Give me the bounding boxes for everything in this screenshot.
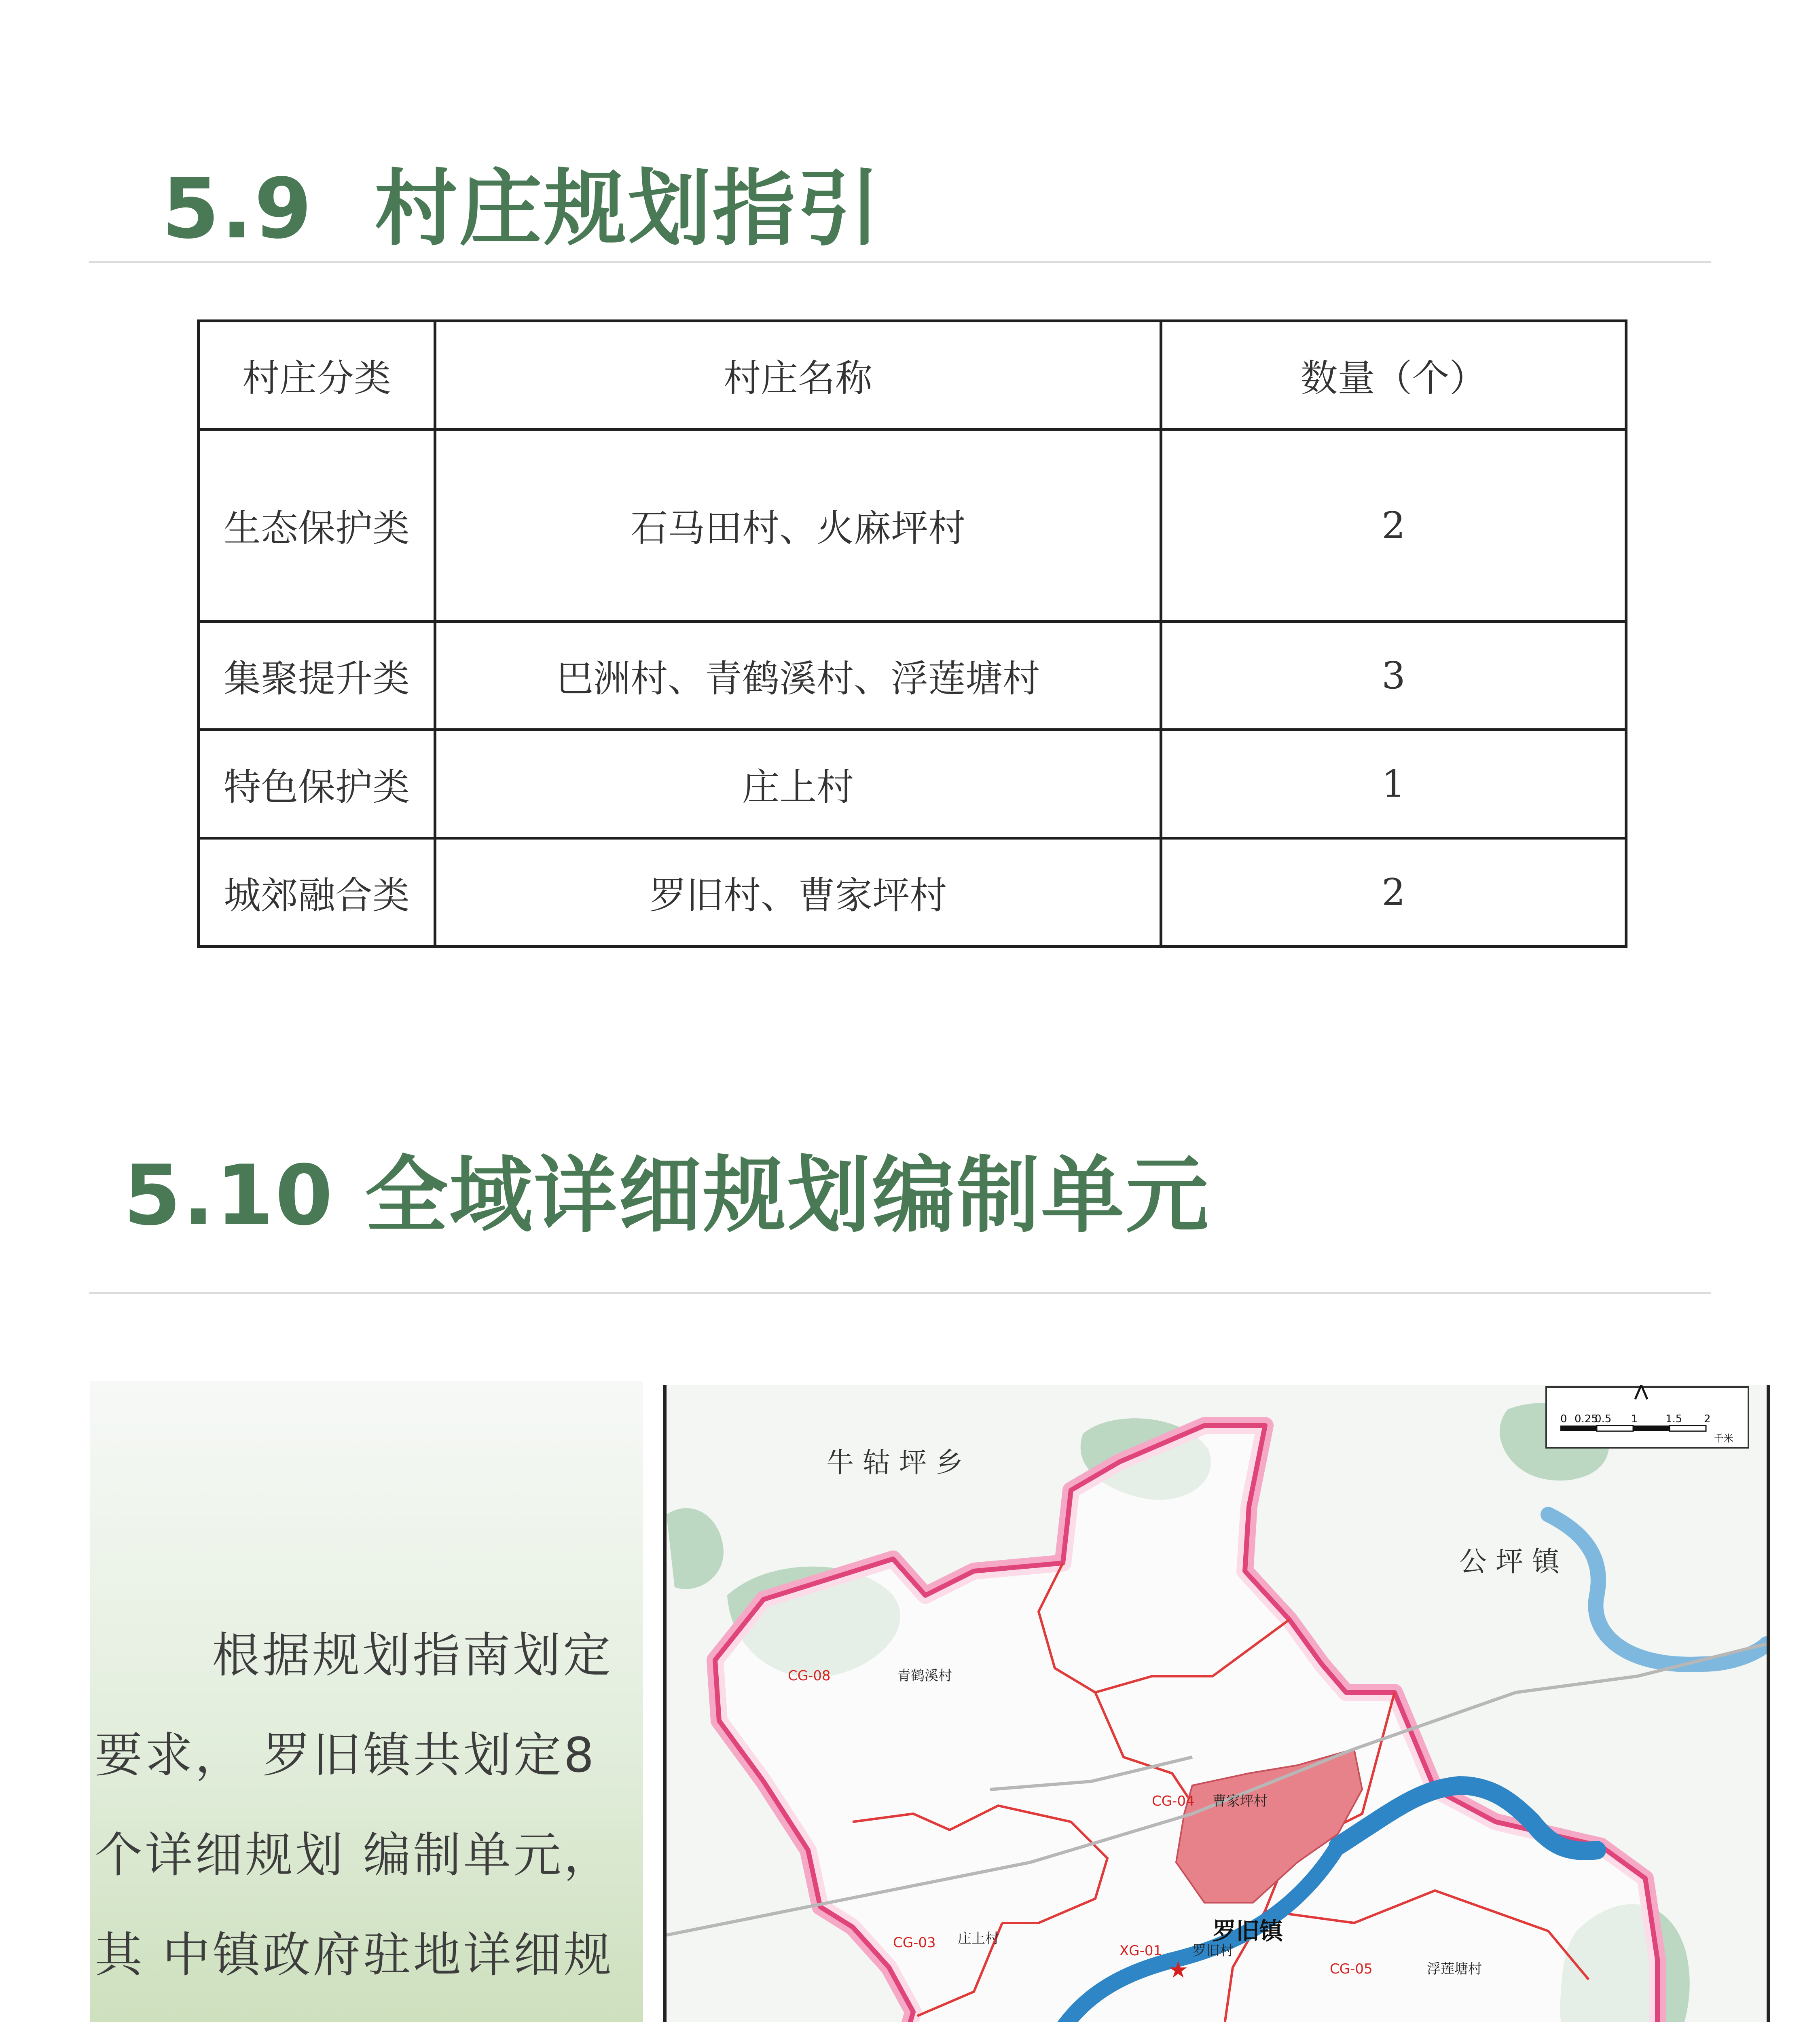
section-title-5-9 bbox=[162, 161, 882, 257]
unit-village: 庄上村 bbox=[958, 1931, 999, 1947]
planning-unit-map bbox=[663, 1385, 1770, 2022]
section-heading: 村庄规划指引 bbox=[374, 161, 882, 257]
table-header-row bbox=[199, 321, 1626, 429]
section-number: 5.10 bbox=[123, 1148, 334, 1244]
unit-code: XG-01 bbox=[1120, 1943, 1162, 1959]
cell-category: 特色保护类 bbox=[199, 730, 435, 838]
town-boundary bbox=[715, 1426, 1670, 2022]
table-row bbox=[199, 838, 1626, 947]
unit-code: CG-05 bbox=[1330, 1961, 1373, 1977]
section-divider bbox=[89, 1292, 1711, 1294]
unit-code: CG-04 bbox=[1152, 1793, 1195, 1809]
scale-unit: 千米 bbox=[1714, 1433, 1733, 1444]
scale-tick: 0.5 bbox=[1595, 1413, 1612, 1425]
scale-tick: 0.25 bbox=[1575, 1413, 1598, 1425]
village-classification-table bbox=[197, 319, 1627, 948]
unit-village: 曹家坪村 bbox=[1213, 1793, 1268, 1809]
scale-tick: 0 bbox=[1560, 1413, 1567, 1425]
cell-count: 1 bbox=[1161, 730, 1626, 838]
town-seat-star-icon: ★ bbox=[1168, 1957, 1189, 1983]
section-divider bbox=[89, 261, 1711, 263]
cell-category: 集聚提升类 bbox=[199, 622, 435, 730]
description-text: 根据规划指南划定要求， 罗旧镇共划定8个详细规划 编制单元， 其 中镇政府驻地详细规 bbox=[95, 1627, 614, 1983]
scale-bar bbox=[1546, 1385, 1748, 1448]
cell-category: 生态保护类 bbox=[199, 429, 435, 622]
river bbox=[1548, 1514, 1767, 1665]
unit-village: 浮莲塘村 bbox=[1427, 1961, 1482, 1977]
cell-count: 2 bbox=[1161, 838, 1626, 947]
cell-count: 3 bbox=[1161, 622, 1626, 730]
unit-code: CG-03 bbox=[893, 1935, 936, 1951]
cell-names: 罗旧村、曹家坪村 bbox=[435, 838, 1161, 947]
table-row bbox=[199, 429, 1626, 622]
town-label-niu: 牛轱坪乡 bbox=[826, 1447, 972, 1479]
center-town-label: 罗旧镇 bbox=[1213, 1917, 1283, 1945]
cell-count: 2 bbox=[1161, 429, 1626, 622]
section-heading: 全域详细规划编制单元 bbox=[365, 1148, 1211, 1244]
section-title-5-10 bbox=[123, 1148, 1211, 1244]
scale-tick: 2 bbox=[1704, 1413, 1711, 1425]
cell-category: 城郊融合类 bbox=[199, 838, 435, 947]
scale-tick: 1.5 bbox=[1666, 1413, 1682, 1425]
table-row bbox=[199, 622, 1626, 730]
table-row bbox=[199, 730, 1626, 838]
town-label-gongping: 公坪镇 bbox=[1459, 1546, 1569, 1578]
header-count: 数量（个） bbox=[1161, 321, 1626, 429]
cell-names: 石马田村、火麻坪村 bbox=[435, 429, 1161, 622]
unit-village: 青鹤溪村 bbox=[897, 1668, 952, 1684]
cell-names: 巴洲村、青鹤溪村、浮莲塘村 bbox=[435, 622, 1161, 730]
header-category: 村庄分类 bbox=[199, 321, 435, 429]
unit-code: CG-08 bbox=[788, 1668, 831, 1684]
map-svg bbox=[667, 1385, 1767, 2022]
header-names: 村庄名称 bbox=[435, 321, 1161, 429]
cell-names: 庄上村 bbox=[435, 730, 1161, 838]
section-number: 5.9 bbox=[162, 161, 314, 257]
unit-village: 罗旧村 bbox=[1192, 1943, 1234, 1959]
scale-tick: 1 bbox=[1631, 1413, 1638, 1425]
description-panel bbox=[90, 1381, 643, 2022]
